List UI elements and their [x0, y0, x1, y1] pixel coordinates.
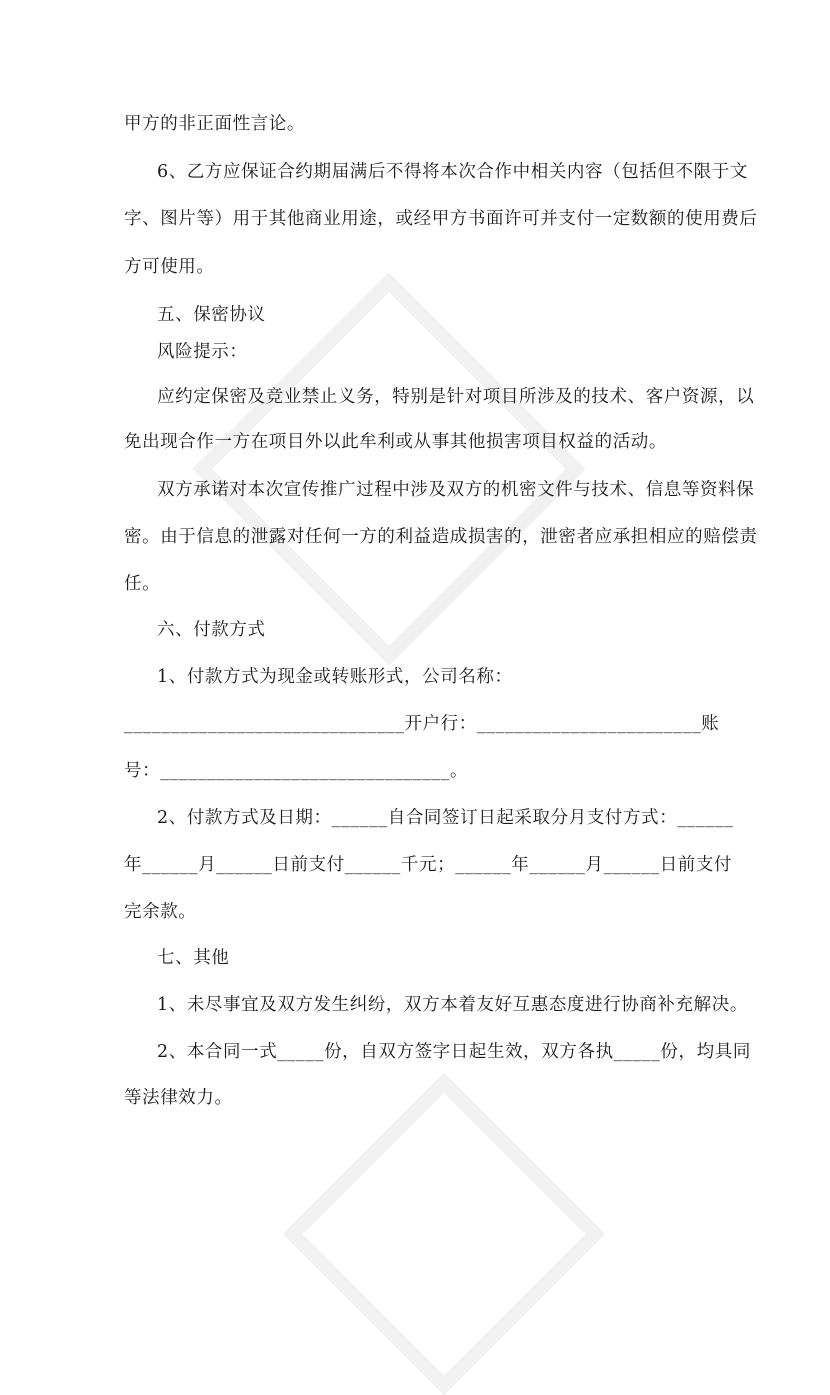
confidentiality-line-3: 任。 [124, 574, 161, 594]
other-clause-1: 1、未尽事宜及双方发生纠纷，双方本着友好互惠态度进行协商补充解决。 [157, 995, 748, 1015]
clause-6-line-3: 方可使用。 [124, 257, 215, 277]
risk-notice-line-2: 免出现合作一方在项目外以此牟利或从事其他损害项目权益的活动。 [124, 432, 667, 452]
watermark-diamond-icon [283, 1073, 605, 1395]
payment-clause-1-line-3: 号：_______________________________。 [124, 761, 469, 781]
text-line-1: 甲方的非正面性言论。 [124, 114, 305, 134]
risk-notice-line-1: 应约定保密及竞业禁止义务，特别是针对项目所涉及的技术、客户资源，以 [157, 387, 755, 407]
other-clause-2-line-2: 等法律效力。 [124, 1088, 233, 1108]
payment-clause-2-line-2: 年______月______日前支付______千元；______年______月______日前支付 [124, 855, 733, 875]
payment-clause-1-line-1: 1、付款方式为现金或转账形式，公司名称： [157, 667, 513, 687]
section-heading-payment: 六、付款方式 [157, 620, 266, 640]
watermark-diamond-icon [192, 272, 585, 665]
confidentiality-line-1: 双方承诺对本次宣传推广过程中涉及双方的机密文件与技术、信息等资料保 [157, 480, 755, 500]
risk-notice-label: 风险提示： [157, 342, 248, 362]
other-clause-2-line-1: 2、本合同一式_____份，自双方签字日起生效，双方各执_____份，均具同 [157, 1042, 751, 1062]
payment-clause-2-line-3: 完余款。 [124, 902, 197, 922]
clause-6-line-2: 字、图片等）用于其他商业用途，或经甲方书面许可并支付一定数额的使用费后 [124, 209, 758, 229]
clause-6-line-1: 6、乙方应保证合约期届满后不得将本次合作中相关内容（包括但不限于文 [157, 162, 748, 182]
section-heading-other: 七、其他 [157, 948, 230, 968]
payment-clause-1-line-2: ______________________________开户行：________________________账 [124, 714, 720, 734]
payment-clause-2-line-1: 2、付款方式及日期：______自合同签订日起采取分月支付方式：______ [157, 808, 734, 828]
confidentiality-line-2: 密。由于信息的泄露对任何一方的利益造成损害的，泄密者应承担相应的赔偿责 [124, 527, 758, 547]
section-heading-confidentiality: 五、保密协议 [157, 305, 266, 325]
